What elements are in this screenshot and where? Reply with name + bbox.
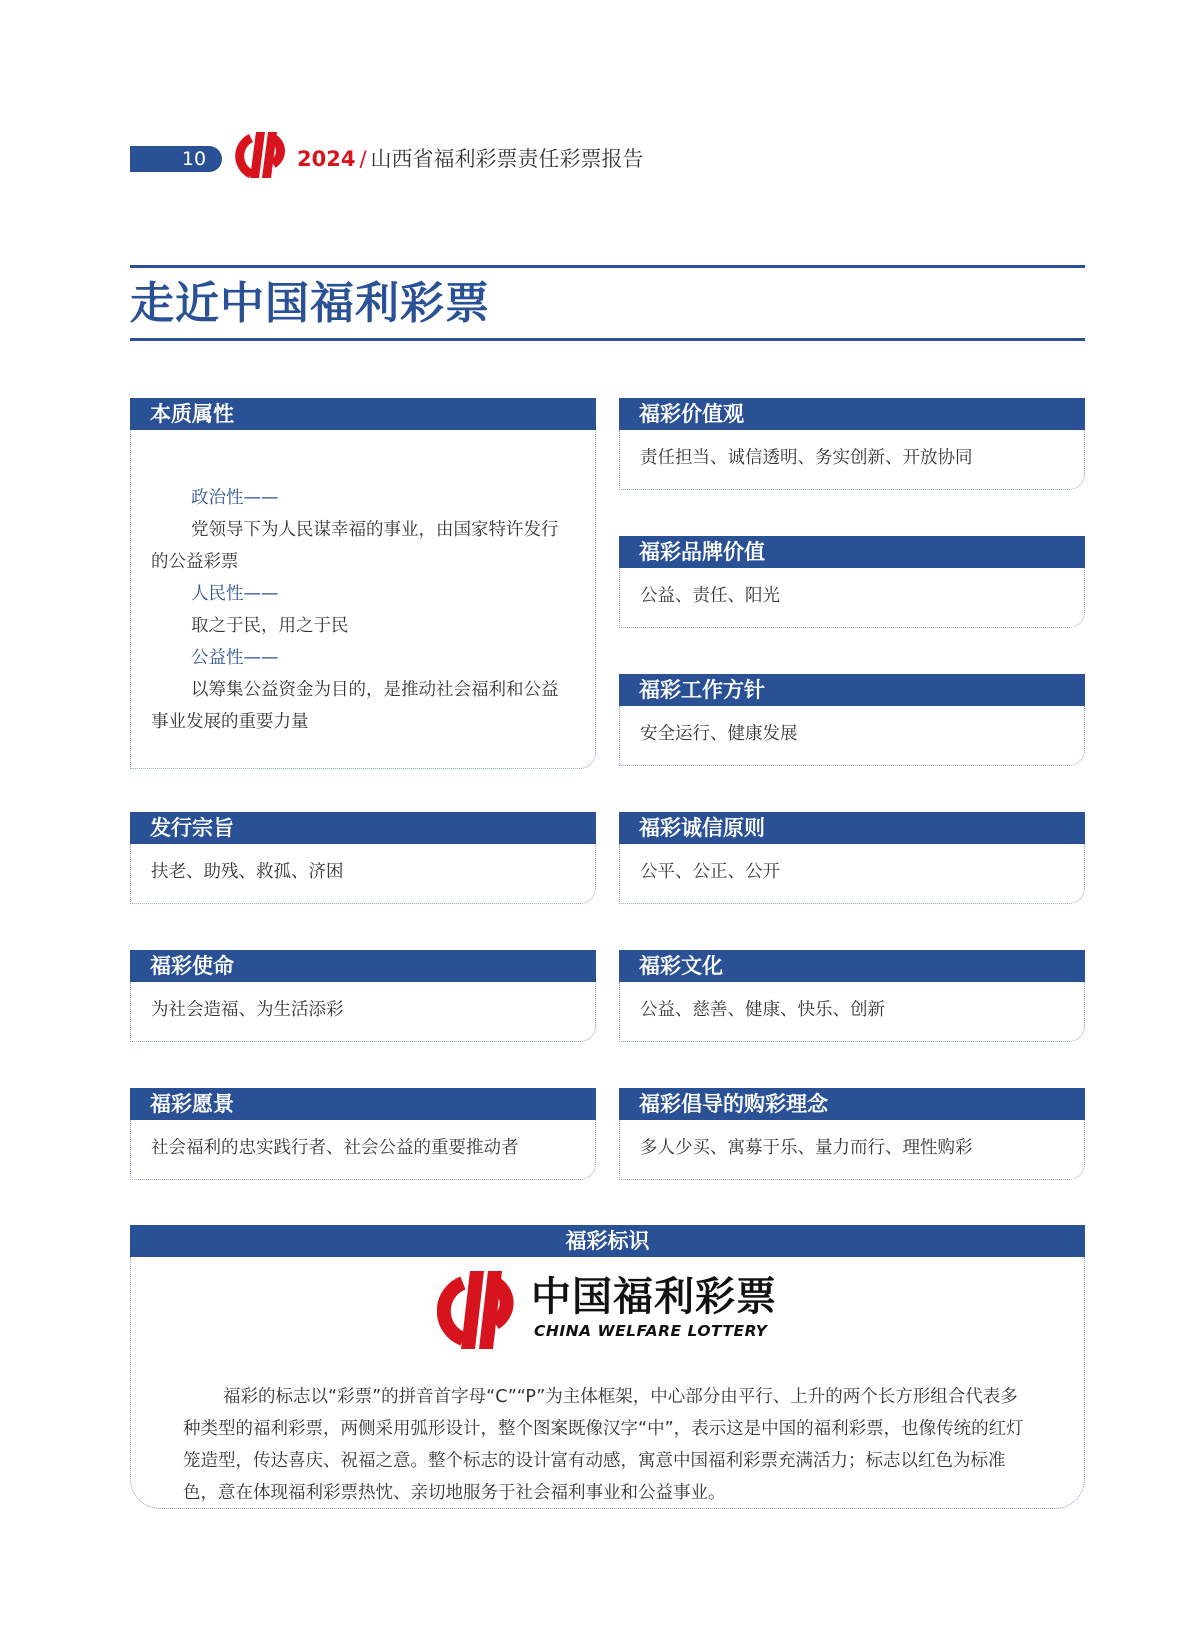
essence-text-people: 取之于民，用之于民: [191, 616, 349, 636]
card-work-policy-text: 安全运行、健康发展: [619, 706, 1085, 766]
brand-name-en: CHINA WELFARE LOTTERY: [534, 1322, 768, 1340]
report-name: 山西省福利彩票责任彩票报告: [370, 147, 644, 171]
card-integrity-title: 福彩诚信原则: [619, 812, 1085, 844]
card-purpose: [130, 812, 596, 904]
card-culture: [619, 950, 1085, 1042]
card-purpose-text: 扶老、助残、救孤、济困: [130, 844, 596, 904]
logo-section-body: [130, 1257, 1085, 1509]
logo-description: 福彩的标志以“彩票”的拼音首字母“C”“P”为主体框架，中心部分由平行、上升的两个长方形组合代表多种类型的福利彩票，两侧采用弧形设计，整个图案既像汉字“中”，表示这是中国的福利彩票，也像传统的红灯笼造型，传达喜庆、祝福之意。整个标志的设计富有动感，寓意中国福利彩票充满活力；标志以红色为标准色，意在体现福利彩票热忱、亲切地服务于社会福利事业和公益事业。: [183, 1387, 1024, 1503]
report-title: [297, 145, 644, 173]
card-essence: [130, 398, 596, 769]
card-purchase-concept-title: 福彩倡导的购彩理念: [619, 1088, 1085, 1120]
card-mission: [130, 950, 596, 1042]
essence-text-public: 以筹集公益资金为目的，是推动社会福利和公益事业发展的重要力量: [151, 680, 559, 732]
logo-section-title: 福彩标识: [130, 1225, 1085, 1257]
card-vision-text: 社会福利的忠实践行者、社会公益的重要推动者: [130, 1120, 596, 1180]
card-culture-title: 福彩文化: [619, 950, 1085, 982]
essence-text-political: 党领导下为人民谋幸福的事业，由国家特许发行的公益彩票: [151, 520, 559, 572]
card-essence-body: [130, 430, 596, 769]
essence-keyword-political: 政治性——: [191, 488, 279, 508]
card-integrity: [619, 812, 1085, 904]
card-brand-value: [619, 536, 1085, 628]
essence-keyword-public: 公益性——: [191, 648, 279, 668]
card-work-policy-title: 福彩工作方针: [619, 674, 1085, 706]
card-brand-value-title: 福彩品牌价值: [619, 536, 1085, 568]
card-values-text: 责任担当、诚信透明、务实创新、开放协同: [619, 430, 1085, 490]
card-mission-title: 福彩使命: [130, 950, 596, 982]
title-bottom-rule: [130, 338, 1085, 341]
essence-keyword-people: 人民性——: [191, 584, 279, 604]
card-purchase-concept-text: 多人少买、寓募于乐、量力而行、理性购彩: [619, 1120, 1085, 1180]
report-year: 2024: [297, 147, 356, 171]
title-top-rule: [130, 265, 1085, 268]
card-vision-title: 福彩愿景: [130, 1088, 596, 1120]
lottery-logo-icon: [437, 1269, 523, 1351]
card-essence-title: 本质属性: [130, 398, 596, 430]
card-values-title: 福彩价值观: [619, 398, 1085, 430]
card-vision: [130, 1088, 596, 1180]
card-work-policy: [619, 674, 1085, 766]
card-purchase-concept: [619, 1088, 1085, 1180]
card-purpose-title: 发行宗旨: [130, 812, 596, 844]
card-mission-text: 为社会造福、为生活添彩: [130, 982, 596, 1042]
page-number-tab: [130, 146, 222, 172]
card-values: [619, 398, 1085, 490]
card-integrity-text: 公平、公正、公开: [619, 844, 1085, 904]
title-separator: /: [359, 147, 367, 171]
logo-section: [130, 1225, 1085, 1509]
page-number: 10: [181, 148, 207, 170]
card-brand-value-text: 公益、责任、阳光: [619, 568, 1085, 628]
lottery-logo-icon: [234, 130, 292, 180]
card-culture-text: 公益、慈善、健康、快乐、创新: [619, 982, 1085, 1042]
brand-name-cn: 中国福利彩票: [531, 1274, 777, 1320]
section-title: 走近中国福利彩票: [130, 278, 490, 329]
